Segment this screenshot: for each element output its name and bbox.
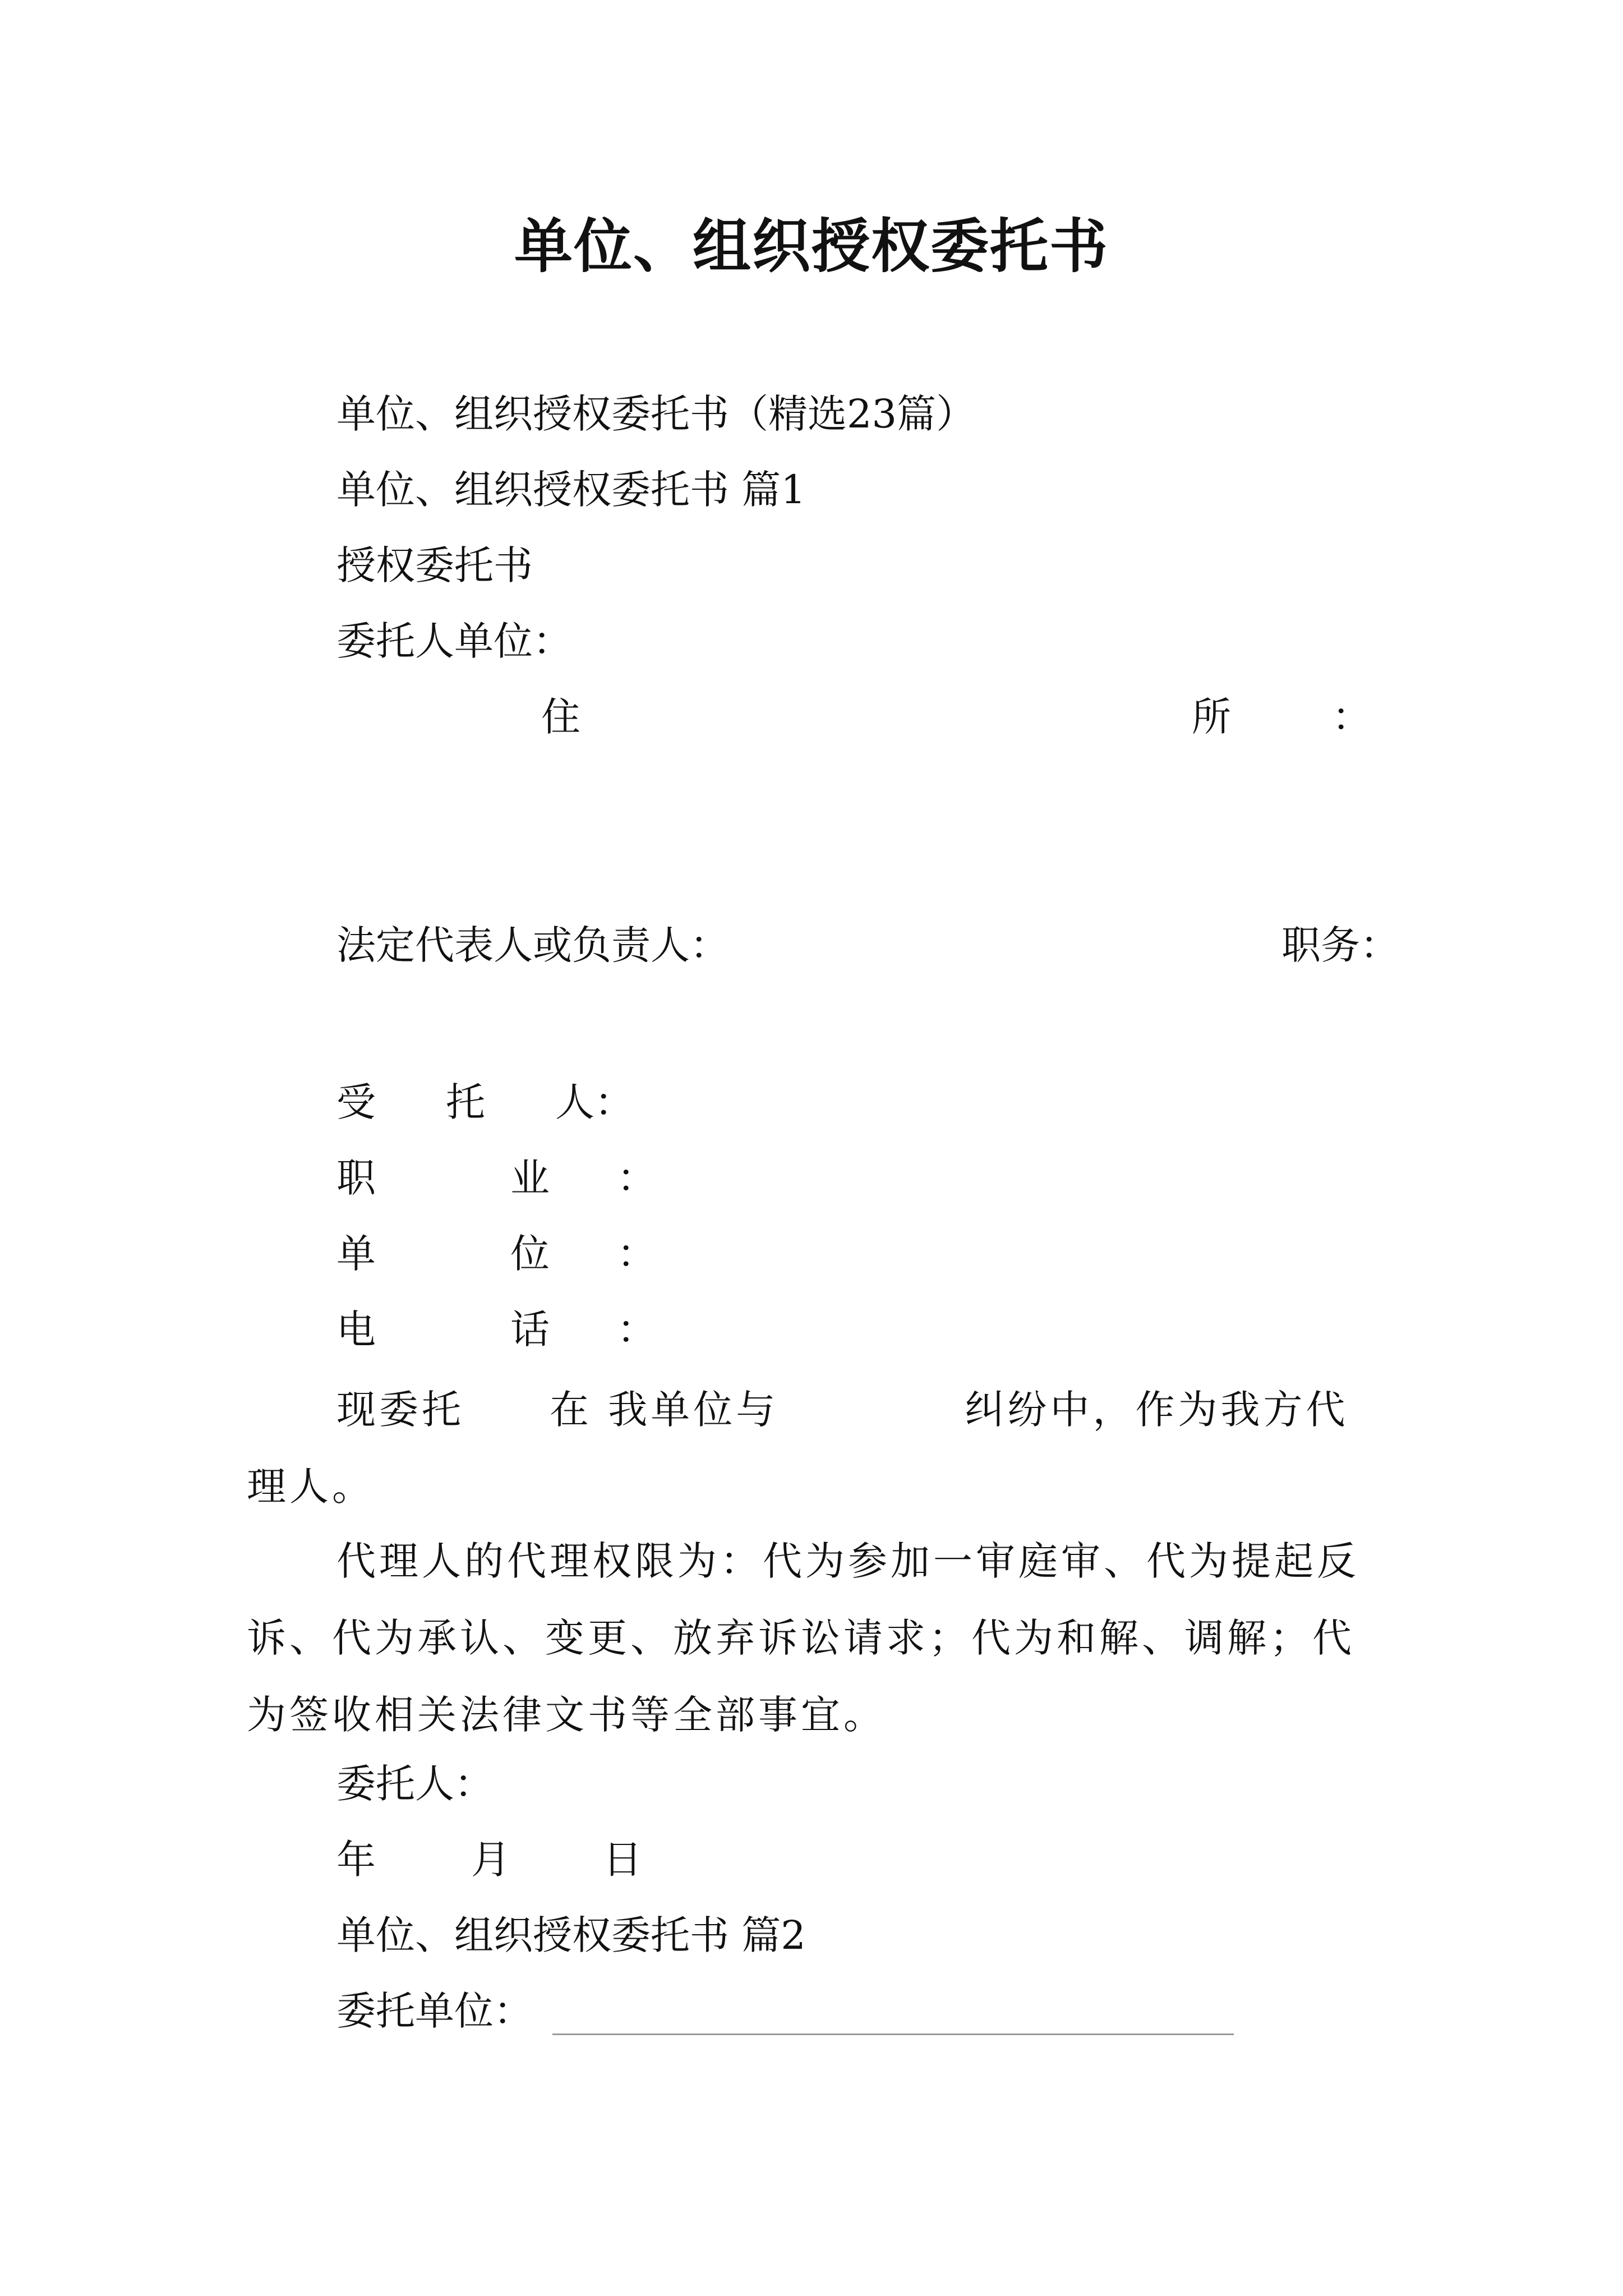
address-label-colon: ： <box>1332 694 1371 740</box>
collection-heading: 单位、组织授权委托书（精选23篇） <box>336 391 976 437</box>
phone-label-colon: ： <box>617 1306 656 1352</box>
letter-heading: 授权委托书 <box>336 542 533 588</box>
occupation-label-part2: 业 <box>510 1155 550 1201</box>
agency-powers-paragraph: 代理人的代理权限为：代为参加一审庭审、代为提起反诉、代为承认、变更、放弃诉讼请求；代为和解、调解；代为签收相关法律文书等全部事宜。 <box>247 1538 1359 1738</box>
document-title: 单位、组织授权委托书 <box>514 211 1109 280</box>
agent-label-part1: 受 <box>336 1079 376 1125</box>
date-year-label: 年 <box>336 1837 376 1883</box>
unit-label-part2: 位 <box>510 1231 550 1277</box>
principal-unit-label: 委托人单位： <box>336 618 572 664</box>
entrusting-unit-blank-line <box>552 2033 1234 2035</box>
date-day-label: 日 <box>603 1837 642 1883</box>
date-month-label: 月 <box>471 1837 510 1883</box>
legal-representative-label: 法定代表人或负责人： <box>336 922 729 968</box>
occupation-label-colon: ： <box>617 1155 656 1201</box>
address-label-part1: 住 <box>541 694 580 740</box>
entrustment-paragraph: 现委托 在 我单位与 纠纷中，作为我方代理人。 <box>247 1387 1349 1510</box>
unit-label-colon: ： <box>617 1231 656 1277</box>
phone-label-part1: 电 <box>336 1306 376 1352</box>
phone-label-part2: 话 <box>510 1306 550 1352</box>
section-heading-2: 单位、组织授权委托书 篇2 <box>336 1912 806 1958</box>
agent-label-part2: 托 <box>446 1079 485 1125</box>
address-label-part2: 所 <box>1192 694 1231 740</box>
occupation-label-part1: 职 <box>336 1155 376 1201</box>
position-label: 职务： <box>1281 922 1399 968</box>
unit-label-part1: 单 <box>336 1231 376 1277</box>
agent-label-part3: 人： <box>555 1079 634 1125</box>
section-heading-1: 单位、组织授权委托书 篇1 <box>336 467 806 513</box>
entrusting-unit-label: 委托单位： <box>336 1988 533 2034</box>
principal-signature-label: 委托人： <box>336 1761 494 1807</box>
